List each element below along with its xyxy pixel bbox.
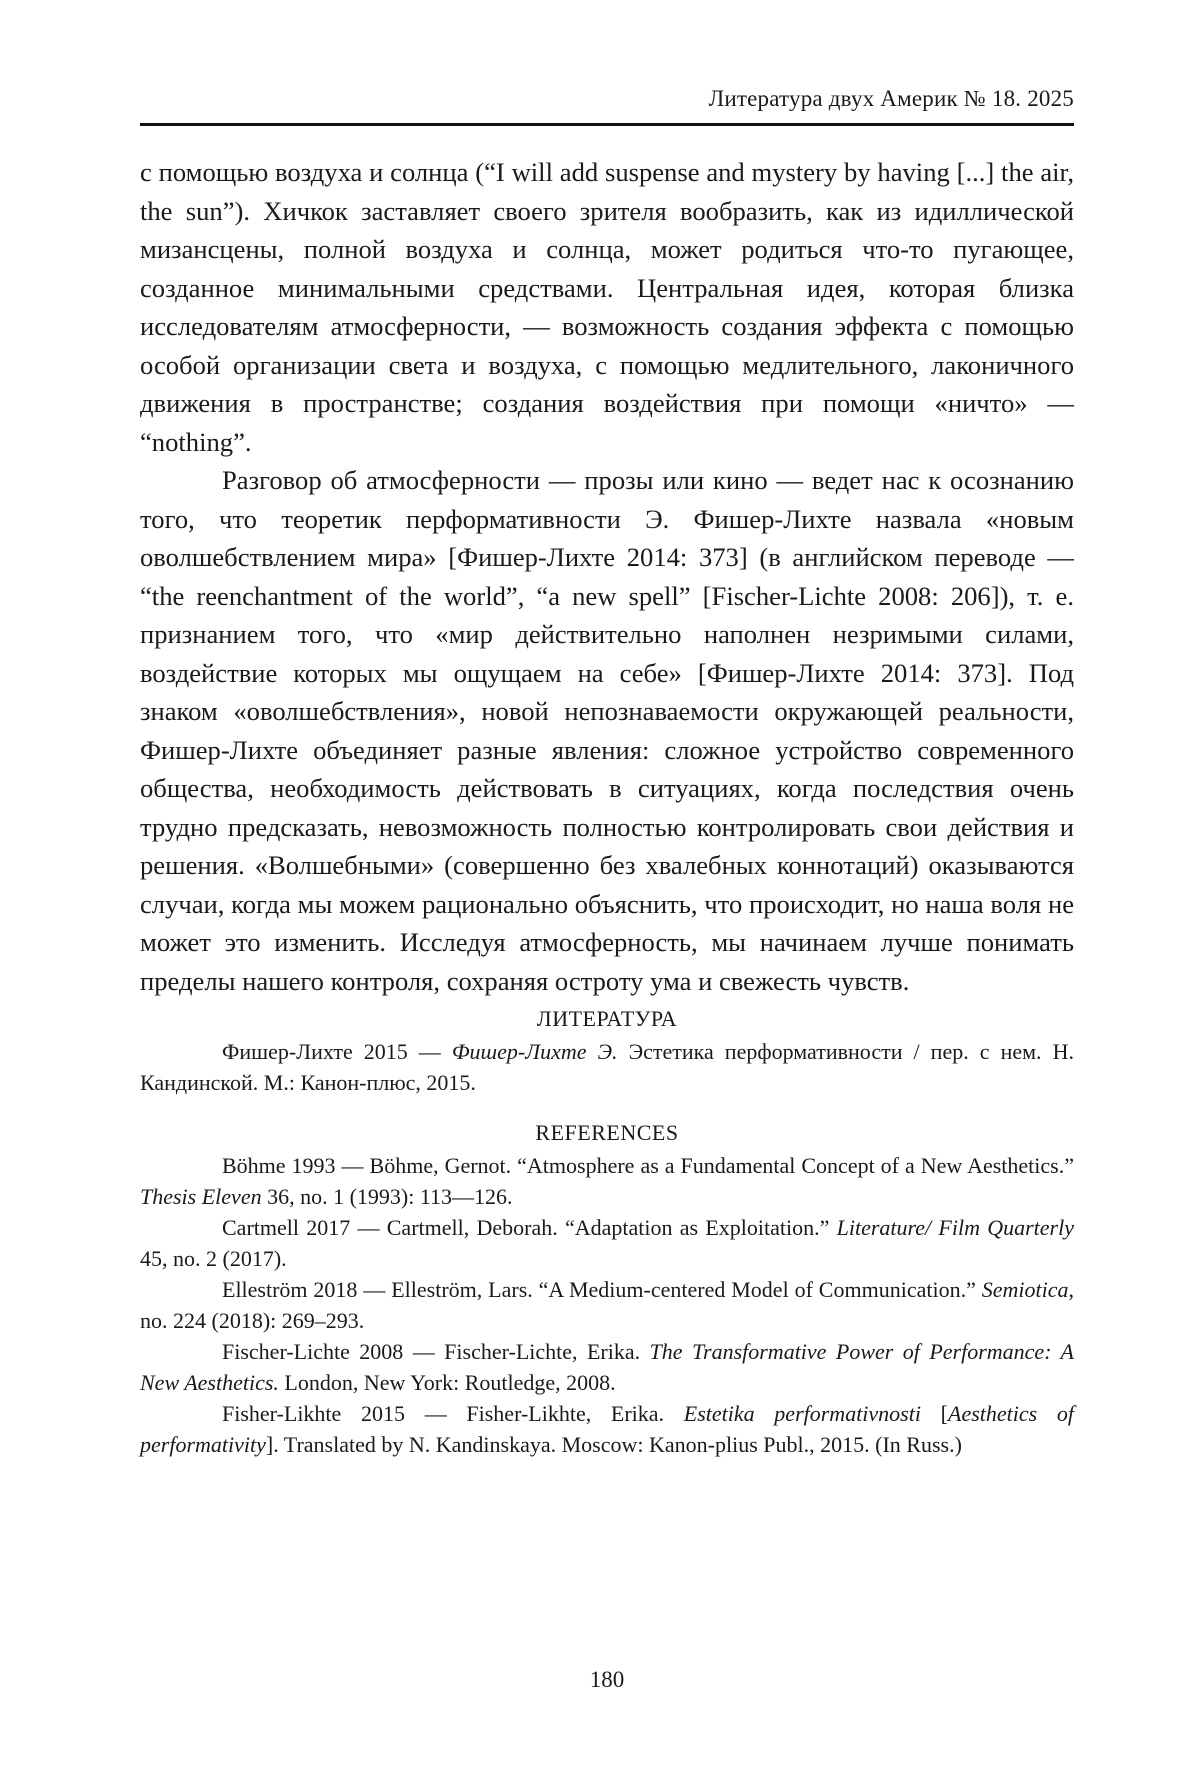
journal-page [140,0,1074,1780]
reference-entry: Cartmell 2017 — Cartmell, Deborah. “Adaptation as Exploitation.” Literature/ Film Quarterly 45, no. 2 (2017). [140,1215,1074,1271]
page-number: 180 [589,1667,625,1692]
literature-heading: ЛИТЕРАТУРА [536,1006,678,1031]
literature-list [140,1036,1074,1098]
body-paragraph-1: с помощью воздуха и солнца (“I will add suspense and mystery by having [...] the air, the sun”). Хичкок заставляет своего зрителя вообразить, как из идиллической мизансцены, полной воздуха и солнца, может родиться что-то пугающее, созданное минимальными средствами. Центральная идея, которая близка исследователям атмосферности, — возможность создания эффекта с помощью особой организации света и воздуха, с помощью медлительного, лаконичного движения в пространстве; создания воздействия при помощи «ничто» — “nothing”. [140,157,1074,457]
reference-entry: Fischer-Lichte 2008 — Fischer-Lichte, Erika. The Transformative Power of Performance: A New Aesthetics. London, New York: Routledge, 2008. [140,1339,1074,1395]
reference-entry: Böhme 1993 — Böhme, Gernot. “Atmosphere as a Fundamental Concept of a New Aesthetics.” Thesis Eleven 36, no. 1 (1993): 113—126. [140,1153,1074,1209]
reference-entry: Fisher-Likhte 2015 — Fisher-Likhte, Erika. Estetika performativnosti [Aesthetics of performativity]. Translated by N. Kandinskaya. Moscow: Kanon-plius Publ., 2015. (In Russ.) [140,1401,1075,1457]
body-paragraph-2: Разговор об атмосферности — прозы или кино — ведет нас к осознанию того, что теоретик перформативности Э. Фишер-Лихте назвала «новым оволшебствлением мира» [Фишер-Лихте 2014: 373] (в английском переводе — “the reenchantment of the world”, “a new spell” [Fischer-Lichte 2008: 206]), т. е. признанием того, что «мир действительно наполнен незримыми силами, воздействие которых мы ощущаем на себе» [Фишер-Лихте 2014: 373]. Под знаком «оволшебствления», новой непознаваемости окружающей реальности, Фишер-Лихте объединяет разные явления: сложное устройство современного общества, необходимость действовать в ситуациях, когда последствия очень трудно предсказать, невозможность полностью контролировать свои действия и решения. «Волшебными» (совершенно без хвалебных коннотаций) оказываются случаи, когда мы можем рационально объяснить, что происходит, но наша воля не может это изменить. Исследуя атмосферность, мы начинаем лучше понимать пределы нашего контроля, сохраняя остроту ума и свежесть чувств. [140,465,1074,996]
running-title: Литература двух Америк № 18. 2025 [708,86,1074,111]
reference-entry: Elleström 2018 — Elleström, Lars. “A Medium-centered Model of Communication.” Semiotica, no. 224 (2018): 269–293. [140,1277,1074,1333]
main-text [140,153,1074,1000]
references-list [140,1150,1074,1460]
header-rule [140,123,1074,126]
literature-entry: Фишер-Лихте 2015 — Фишер-Лихте Э. Эстетика перформативности / пер. с нем. Н. Кандинской. М.: Канон-плюс, 2015. [140,1039,1074,1095]
literature-author: Фишер-Лихте Э. [451,1039,618,1064]
references-heading: REFERENCES [535,1120,679,1145]
